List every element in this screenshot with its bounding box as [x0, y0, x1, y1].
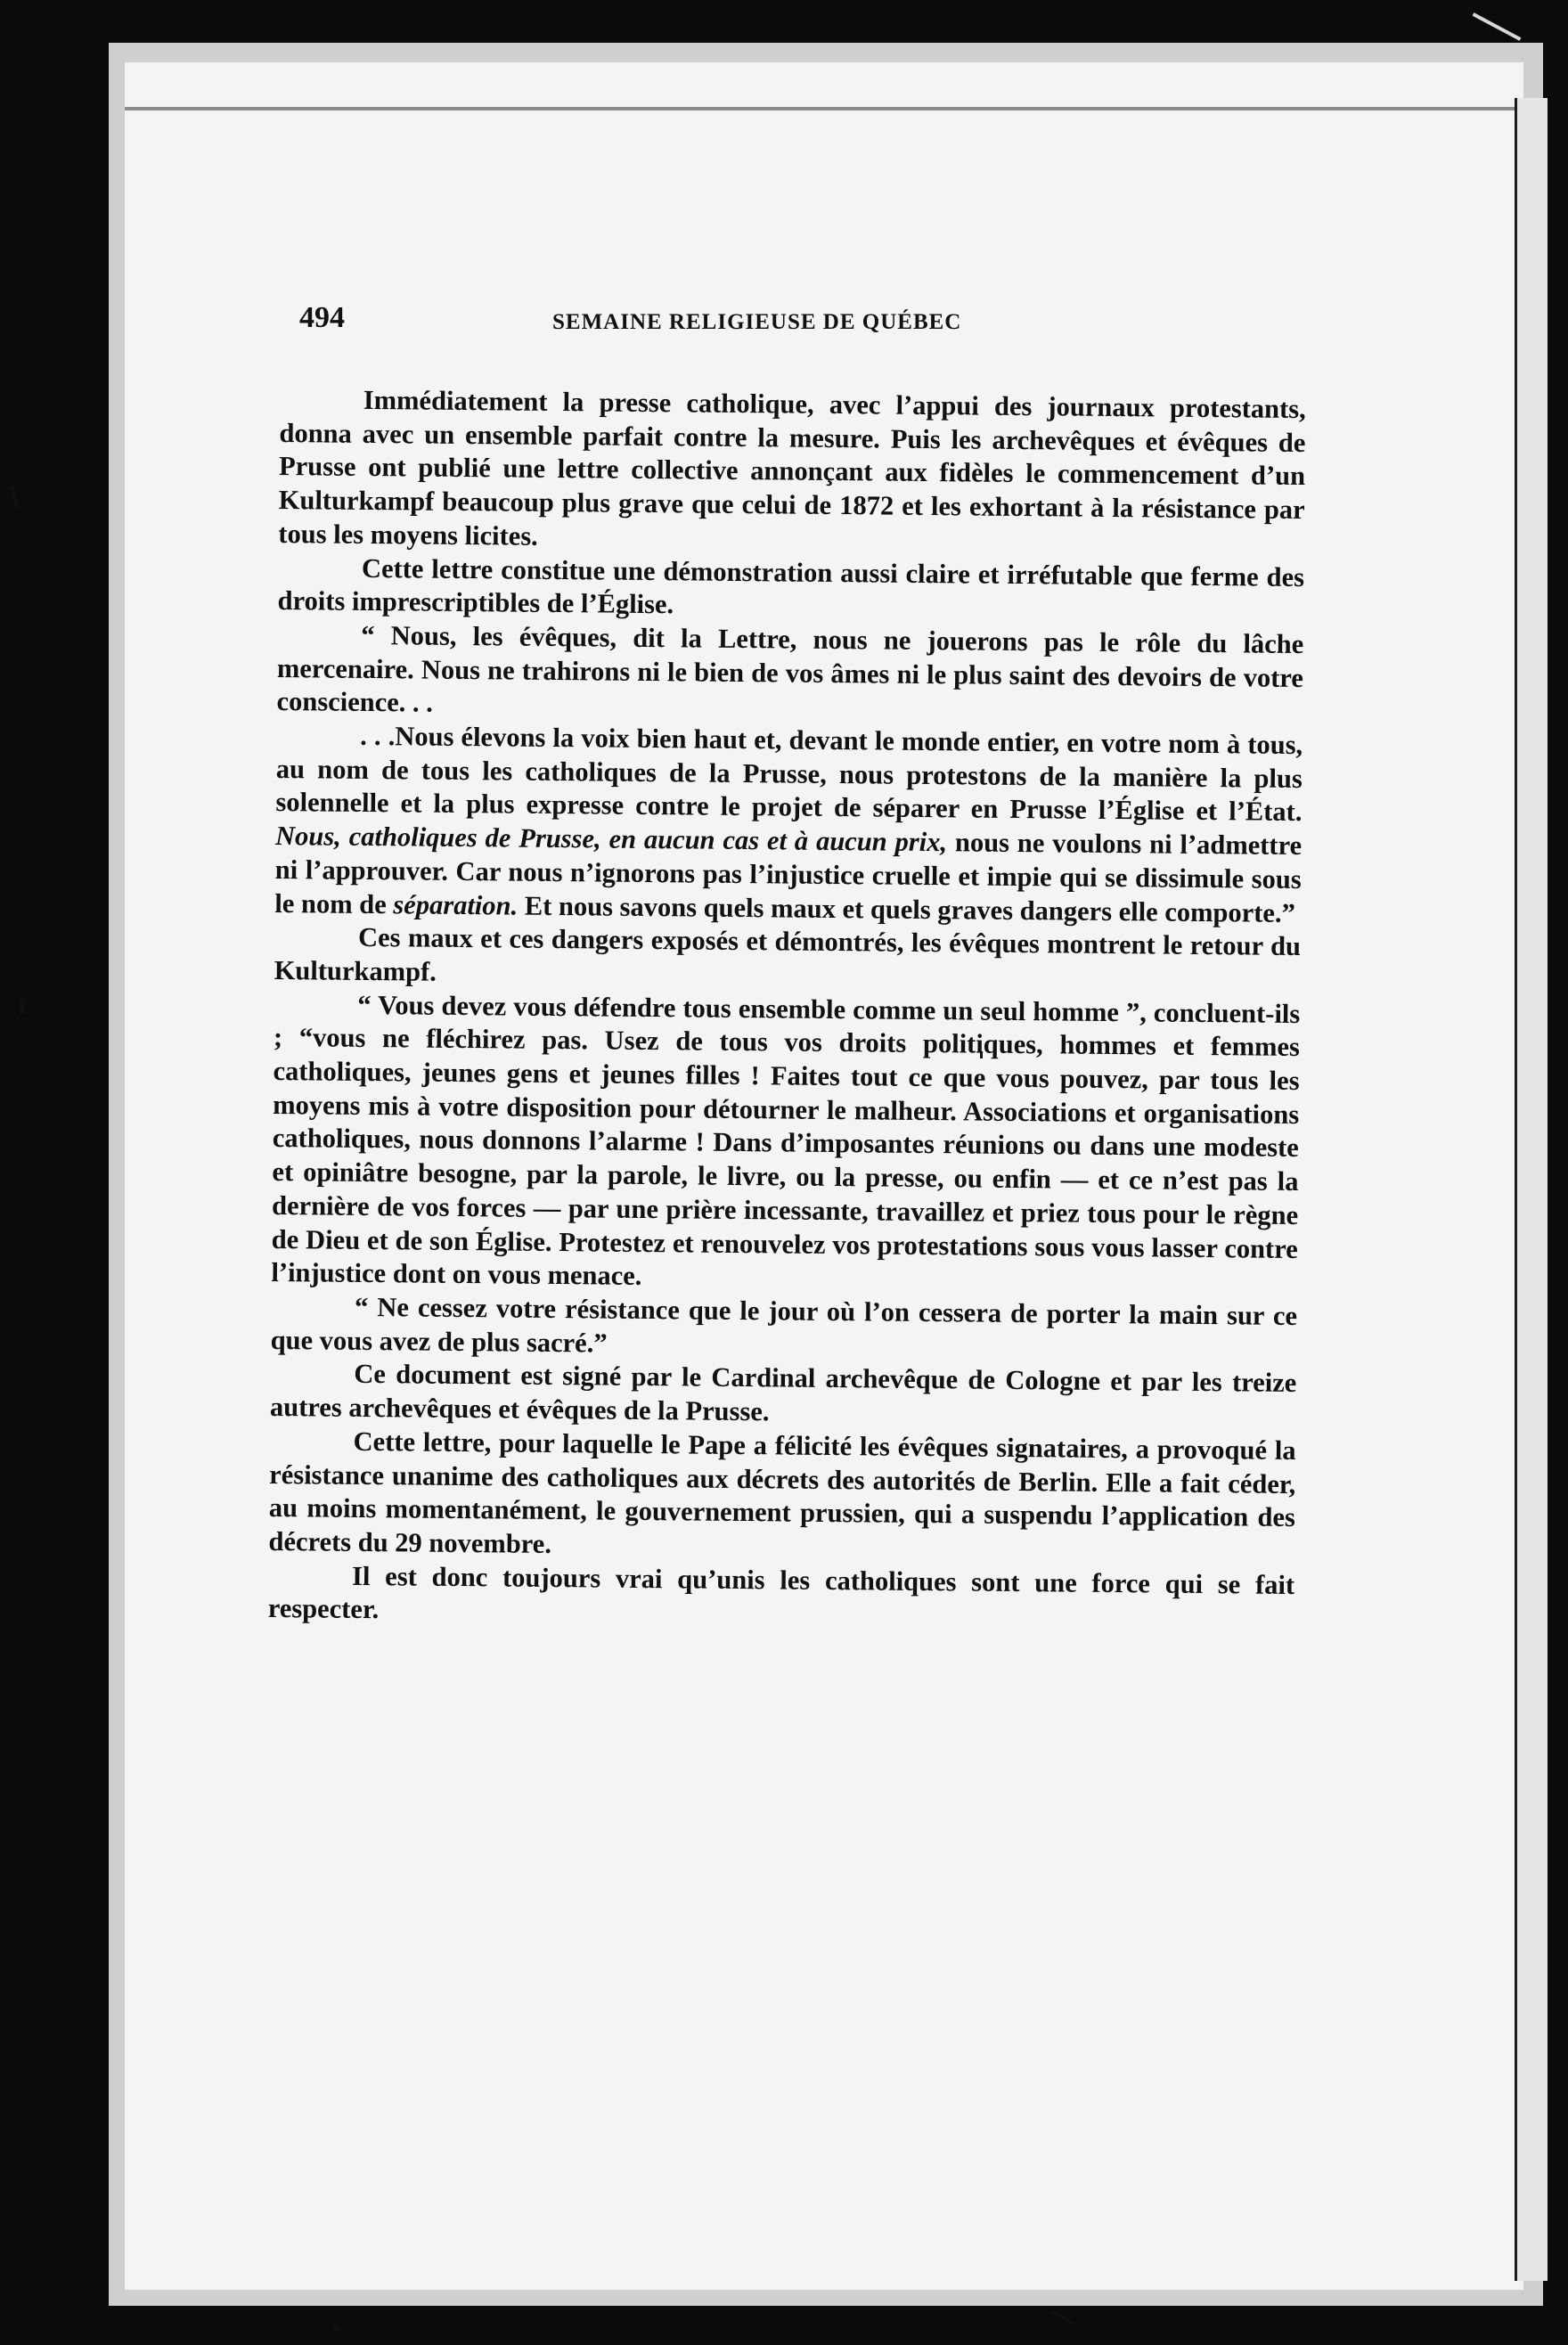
- scan-speck: [20, 1000, 24, 1014]
- quote-text: . . .Nous élevons la voix bien haut et, devant le monde entier, en votre nom à tous, au nom de tous les catholiques de la Prusse, nous protestons de la manière la plus solennelle et la plus expresse contre le projet de séparer en Prusse l’Église et l’État.: [275, 720, 1303, 828]
- italic-word: séparation.: [393, 888, 519, 921]
- quote-text: Et nous savons quels maux et quels graves dangers elle comporte.”: [524, 890, 1295, 928]
- scan-speck: [333, 2325, 339, 2332]
- running-head: SEMAINE RELIGIEUSE DE QUÉBEC: [552, 310, 962, 334]
- paragraph: “ Vous devez vous défendre tous ensemble comme un seul homme ”, concluent-ils ; “vous ne fléchirez pas. Usez de tous vos droits politiques, hommes et femmes catholiques, jeunes gens et jeunes filles ! Faites tout ce que vous pouvez, par tous les moyens mis à votre disposition pour détourner le malheur. Associations et organisations catholiques, nous donnons l’alarme ! Dans d’imposantes réunions ou dans une modeste et opiniâtre besogne, par la parole, le livre, ou la presse, ou enfin — et ce n’est pas la dernière de vos forces — par une prière incessante, travaillez et priez tous pour le règne de Dieu et de son Église. Protestez et renouvelez vos protestations sous vous lasser contre l’injustice dont on vous menace.: [271, 989, 1301, 1292]
- paragraph: “ Ne cessez votre résistance que le jour où l’on cessera de porter la main sur ce que vous avez de plus sacré.”: [270, 1291, 1298, 1359]
- page-number: 494: [299, 301, 345, 334]
- paragraph: Immédiatement la presse catholique, avec l’appui des journaux protestants, donna avec un ensemble parfait contre la mesure. Puis les archevêques et évêques de Prusse ont publié une lettre collective annonçant aux fidèles le commencement d’un Kulturkampf beaucoup plus grave que celui de 1872 et les exhortant à la résistance par tous les moyens licites.: [278, 384, 1306, 552]
- quote-text: nous ne voulons ni l’admettre ni l’approuver. Car nous n’ignorons pas l’injustice cruelle et impie qui se dissimule sous le nom de: [274, 827, 1303, 919]
- paragraph: “ Nous, les évêques, dit la Lettre, nous ne jouerons pas le rôle du lâche mercenaire. Nous ne trahirons ni le bien de vos âmes ni le plus saint des devoirs de votre conscience. . .: [276, 619, 1304, 718]
- paragraph: Cette lettre, pour laquelle le Pape a félicité les évêques signataires, a provoqué la résistance unanime des catholiques aux décrets des autorités de Berlin. Elle a fait céder, au moins momentanément, le gouvernement prussien, qui a suspendu l’application des décrets du 29 novembre.: [268, 1426, 1296, 1559]
- paragraph: Ces maux et ces dangers exposés et démontrés, les évêques montrent le retour du Kulturkampf.: [274, 922, 1302, 987]
- scan-speck: [1052, 2310, 1075, 2325]
- page-header: [299, 301, 1306, 355]
- paragraph: Ce document est signé par le Cardinal archevêque de Cologne et par les treize autres archevêques et évêques de la Prusse.: [269, 1359, 1297, 1427]
- paragraph: [274, 719, 1303, 930]
- article-body: [268, 383, 1306, 1636]
- scan-speck: [10, 486, 19, 509]
- next-page-edge: [1515, 98, 1548, 2281]
- page-top-edge: [125, 107, 1532, 110]
- italic-quote: Nous, catholiques de Prusse, en aucun cas et à aucun prix,: [274, 821, 948, 858]
- paragraph: Il est donc toujours vrai qu’unis les catholiques sont une force qui se fait respecter.: [267, 1560, 1295, 1625]
- scan-speck: [1473, 12, 1522, 41]
- paragraph: Cette lettre constitue une démonstration aussi claire et irréfutable que ferme des droits imprescriptibles de l’Église.: [277, 552, 1305, 620]
